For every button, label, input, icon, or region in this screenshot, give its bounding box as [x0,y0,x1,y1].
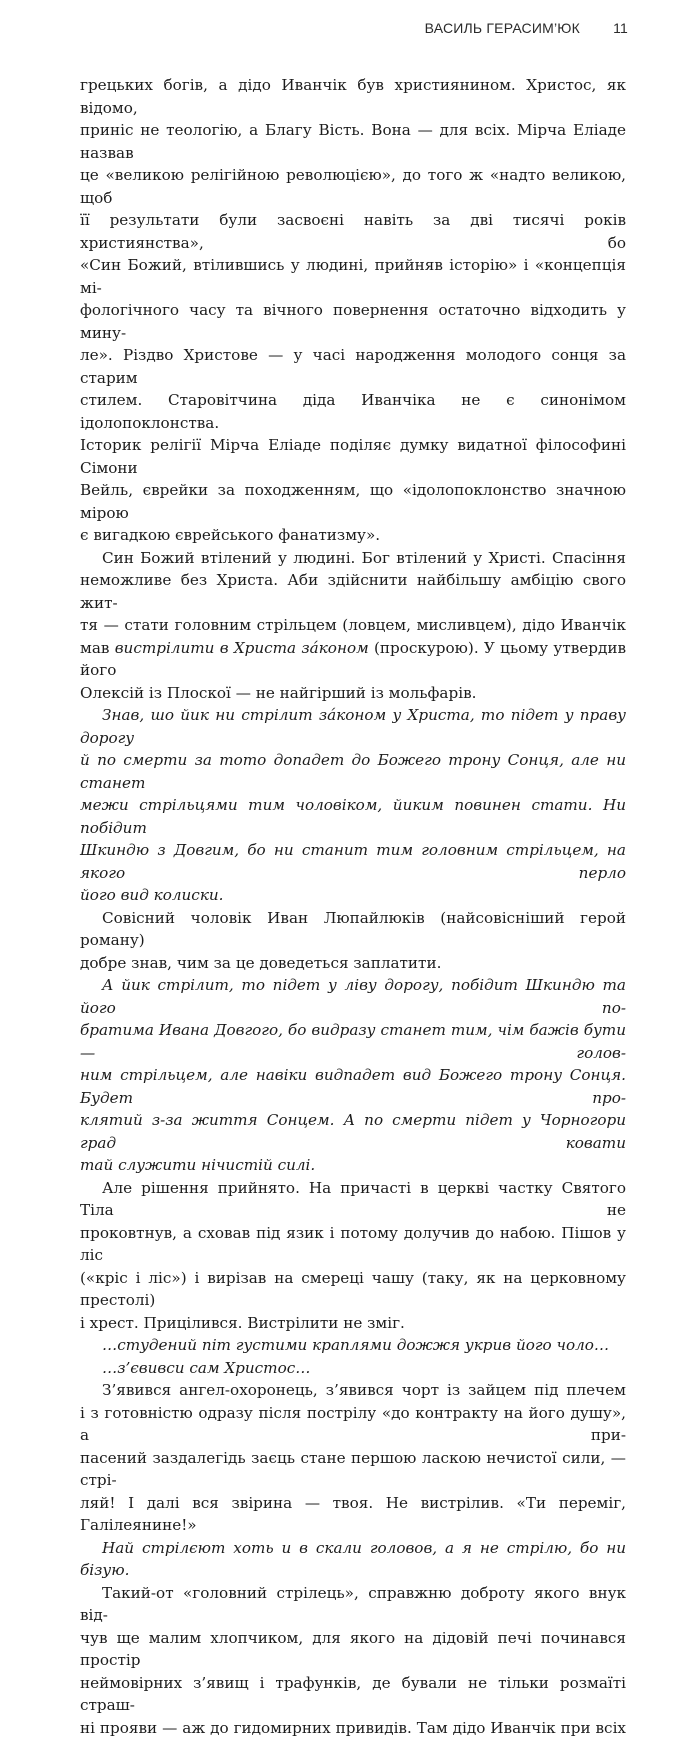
text-line: тай служити нічистій силі. [80,1154,626,1177]
text-line: Най стрілєют хоть и в скали головов, а я не стрілю, бо ни бізую. [80,1537,626,1582]
text-line: ляй! І далі вся звірина — твоя. Не вистрілив. «Ти переміг, Галілеянине!» [80,1492,626,1537]
text-line: А йик стрілит, то підет у ліву дорогу, побідит Шкиндю та його по- [80,974,626,1019]
text-line: ні прояви — аж до гидомирних привидів. Там дідо Иванчік при всіх [80,1717,626,1739]
text-line: його вид колиски. [80,884,626,907]
text-line: «Син Божий, втілившись у людині, прийняв історію» і «концепція мі- [80,254,626,299]
text-line: мав вистрілити в Христа зáконом (проскурою). У цьому утвердив його [80,637,626,682]
page-number: 11 [613,20,628,36]
body-text [80,74,626,1739]
text-line: Син Божий втілений у людині. Бог втілений у Христі. Спасіння [80,547,626,570]
text-line: ним стрільцем, але навіки видпадет вид Божего трону Сонця. Будет про- [80,1064,626,1109]
text-line: стилем. Старовітчина діда Иванчіка не є синонімом ідолопоклонства. [80,389,626,434]
text-line: ле». Різдво Христове — у часі народження молодого сонця за старим [80,344,626,389]
text-line: …з’євивси сам Христос… [80,1357,626,1380]
text-line: і хрест. Прицілився. Вистрілити не зміг. [80,1312,626,1335]
text-line: пасений заздалегідь заєць стане першою ласкою нечистої сили, — стрі- [80,1447,626,1492]
text-line: клятий з-за життя Сонцем. А по смерти підет у Чорногори град ковати [80,1109,626,1154]
text-line: …студений піт густими краплями дожжя укрив його чоло… [80,1334,626,1357]
italic-phrase: вистрілити в Христа зáконом [115,639,369,657]
running-header [80,20,628,42]
text-line: чув ще малим хлопчиком, для якого на дідовій печі починався простір [80,1627,626,1672]
text-line: Історик релігії Мірча Еліаде поділяє думку видатної філософині Сімони [80,434,626,479]
text-line: Знав, шо йик ни стрілит зáконом у Христа, то підет у праву дорогу [80,704,626,749]
text-line: Вейль, єврейки за походженням, що «ідолопоклонство значною мірою [80,479,626,524]
text-line: братима Ивана Довгого, бо видразу станет тим, чім бажів бути — голов- [80,1019,626,1064]
text-line: й по смерти за тото допадет до Божего трону Сонця, але ни станет [80,749,626,794]
text-line: це «великою релігійною революцією», до того ж «надто великою, щоб [80,164,626,209]
text-line: є вигадкою єврейського фанатизму». [80,524,626,547]
text-line: її результати були засвоєні навіть за дві тисячі років християнства», бо [80,209,626,254]
text-line: Але рішення прийнято. На причасті в церкві частку Святого Тіла не [80,1177,626,1222]
text-line: Совісний чоловік Иван Люпайлюків (найсовісніший герой роману) [80,907,626,952]
text-line: межи стрільцями тим чоловіком, йиким повинен стати. Ни побідит [80,794,626,839]
text-line: Шкиндю з Довгим, бо ни станит тим головним стрільцем, на якого перло [80,839,626,884]
text-line: неймовірних з’явищ і трафунків, де бували не тільки розмаїті страш- [80,1672,626,1717]
text-line: («кріс і ліс») і вирізав на смереці чашу (таку, як на церковному престолі) [80,1267,626,1312]
text-line: Олексій із Плоскої — не найгірший із мольфарів. [80,682,626,705]
text-line: фологічного часу та вічного повернення остаточно відходить у мину- [80,299,626,344]
text-line: і з готовністю одразу після пострілу «до контракту на його душу», а при- [80,1402,626,1447]
author-name: ВАСИЛЬ ГЕРАСИМ’ЮК [425,20,580,36]
text-line: тя — стати головним стрільцем (ловцем, мисливцем), дідо Иванчік [80,614,626,637]
text-line: проковтнув, а сховав під язик і потому долучив до набою. Пішов у ліс [80,1222,626,1267]
text-line: неможливе без Христа. Аби здійснити найбільшу амбіцію свого жит- [80,569,626,614]
text-line: приніс не теологію, а Благу Вість. Вона — для всіх. Мірча Еліаде назвав [80,119,626,164]
text-line: З’явився ангел-охоронець, з’явився чорт із зайцем під плечем [80,1379,626,1402]
text-line: добре знав, чим за це доведеться заплатити. [80,952,626,975]
text-line: Такий-от «головний стрілець», справжню доброту якого внук від- [80,1582,626,1627]
text-line: грецьких богів, а дідо Иванчік був християнином. Христос, як відомо, [80,74,626,119]
